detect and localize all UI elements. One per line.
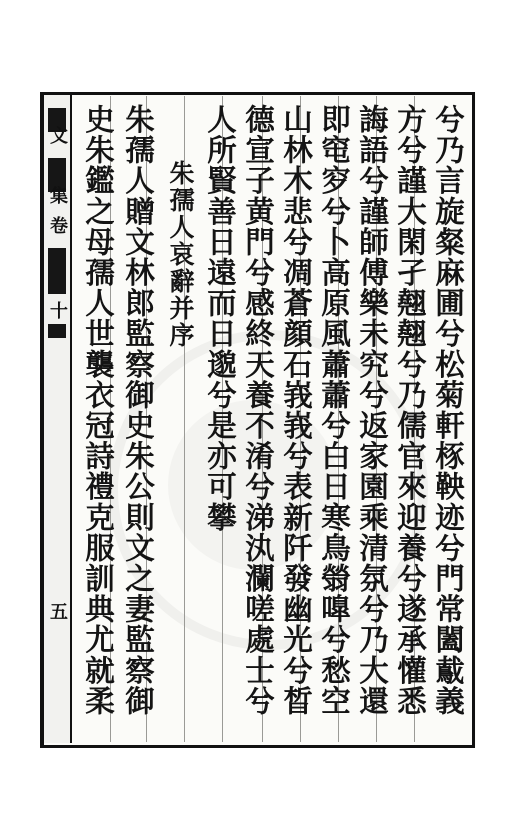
text-column-9: 朱孺人贈文林郎監察御史朱公則文之妻監察御 [121, 104, 156, 716]
text-column-6: 德宣子黄門兮感終天養不淆兮涕汍瀾嗟處士兮 [241, 104, 276, 716]
margin-glyph: 卷 [50, 216, 68, 237]
page-number-glyph: 五 [50, 602, 68, 623]
margin-glyph: 集 [50, 186, 68, 207]
text-column-5: 山林木悲兮凋蒼顔石峩峩兮表新阡發幽光兮晳 [279, 104, 314, 716]
text-column-2: 方兮謹大閑孑翹翹兮乃儒官來迎養兮遂承懽悉 [393, 104, 428, 716]
section-title: 朱孺人哀辭并序 [166, 160, 195, 349]
text-column-10: 史朱鑑之母孺人世襲衣冠詩禮克服訓典尤就柔 [81, 104, 116, 716]
margin-glyph: 十 [50, 301, 68, 322]
margin-glyph: 文 [50, 126, 68, 147]
text-column-4: 即窀穸兮卜高原風蕭蕭兮白日寒鳥䎕嘷兮愁空 [317, 104, 352, 716]
text-column-7: 人所賢善日遠而日邈兮是亦可攀 [203, 104, 238, 533]
text-column-1: 兮乃言旋粲麻圃兮松菊軒㭬鞅迹兮門常闔䳒義 [431, 104, 466, 716]
text-column-3: 誨語兮謹師傅樂未究兮返家園乘清氛兮乃大還 [355, 104, 390, 716]
